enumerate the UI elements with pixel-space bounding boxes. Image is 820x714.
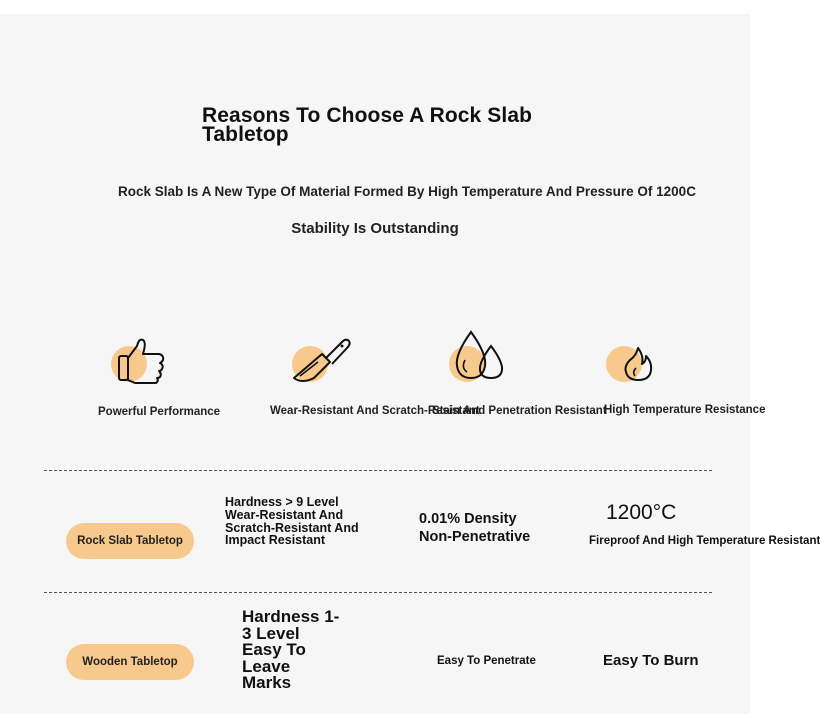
thumbs-up-icon [111,334,171,394]
water-drops-icon [449,330,509,390]
feature-label: Wear-Resistant And Scratch-Resistant [270,405,480,417]
thumbs-up-glyph [111,334,171,394]
knife-icon [292,334,352,394]
rock-slab-tabletop-badge: Rock Slab Tabletop [66,523,194,559]
flame-glyph [606,334,666,394]
flame-icon [606,334,666,394]
wooden-tabletop-badge: Wooden Tabletop [66,644,194,680]
product-info-panel [0,14,820,714]
rock-density-text: 0.01% Density Non-Penetrative [419,511,531,545]
water-drops-glyph [449,330,509,390]
feature-label: Powerful Performance [98,406,221,418]
page-title: Reasons To Choose A Rock Slab Tabletop [202,104,533,146]
feature-label: Stain And Penetration Resistant [432,405,607,417]
wood-burn-text: Easy To Burn [603,652,699,669]
rock-hardness-text: Hardness > 9 Level Wear-Resistant And Scratch-Resistant And Impact Resistant [225,495,359,548]
wood-penetrate-text: Easy To Penetrate [437,655,536,667]
wood-hardness-text: Hardness 1-3 Level Easy To Leave Marks [242,607,340,692]
rock-temperature-text: 1200°C [606,501,677,524]
feature-label: High Temperature Resistance [604,404,766,416]
rock-fireproof-text: Fireproof And High Temperature Resistant [589,535,820,547]
dashed-divider [44,470,712,471]
knife-glyph [292,334,352,394]
tagline: Stability Is Outstanding [291,220,459,237]
dashed-divider [44,592,712,593]
subtitle: Rock Slab Is A New Type Of Material Formed By High Temperature And Pressure Of 1200C [118,184,696,199]
